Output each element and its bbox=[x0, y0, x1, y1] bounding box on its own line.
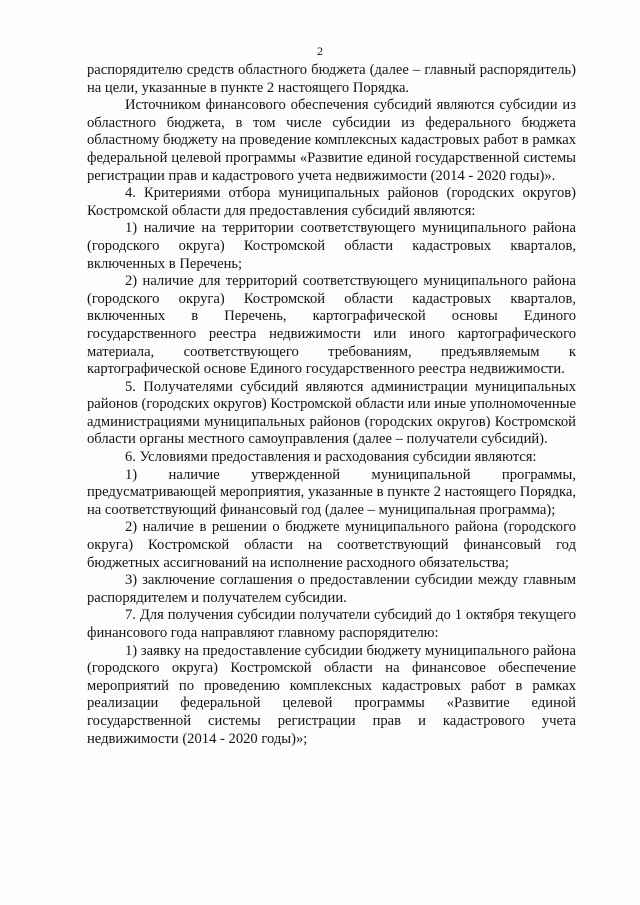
paragraph-item-4-sub-1: 1) наличие на территории соответствующего муниципального района (городского округа) Костромской области кадастровых кварталов, включенных в Перечень; bbox=[87, 220, 576, 272]
paragraph-item-6-conditions: 6. Условиями предоставления и расходования субсидии являются: bbox=[125, 449, 537, 466]
document-body bbox=[87, 62, 576, 748]
paragraph-item-6-sub-1: 1) наличие утвержденной муниципальной программы, предусматривающей мероприятия, указанные в пункте 2 настоящего Порядка, на соответствующий финансовый год (далее – муниципальная программа); bbox=[87, 466, 576, 518]
paragraph-item-4-sub-2: 2) наличие для территорий соответствующего муниципального района (городского округа) Костромской области кадастровых кварталов, включенных в Перечень, картографической основы Единого государственного реестра недвижимости или иного картографического материала, соответствующего требованиям, предъявляемым к картографической основе Единого государственного реестра недвижимости. bbox=[87, 273, 576, 378]
paragraph-item-5-recipients: 5. Получателями субсидий являются администрации муниципальных районов (городских округов) Костромской области или иные уполномоченные администрациями муниципальных районов (городских округов) Костромской области органы местного самоуправления (далее – получатели субсидий). bbox=[87, 378, 576, 448]
paragraph-continuation: распорядителю средств областного бюджета (далее – главный распорядитель) на цели, указанные в пункте 2 настоящего Порядка. bbox=[87, 62, 576, 96]
paragraph-item-7-sub-1: 1) заявку на предоставление субсидии бюджету муниципального района (городского округа) Костромской области на финансовое обеспечение мероприятий по проведению комплексных кадастровых работ в рамках реализации федеральной целевой программы «Развитие единой государственной системы регистрации прав и кадастрового учета недвижимости (2014 - 2020 годы)»; bbox=[87, 642, 576, 747]
paragraph-item-6-sub-2: 2) наличие в решении о бюджете муниципального района (городского округа) Костромской области на соответствующий финансовый год бюджетных ассигнований на исполнение расходного обязательства; bbox=[87, 519, 576, 571]
paragraph-funding-source: Источником финансового обеспечения субсидий являются субсидии из областного бюджета, в том числе субсидии из федерального бюджета областному бюджету на проведение комплексных кадастровых работ в рамках федеральной целевой программы «Развитие единой государственной системы регистрации прав и кадастрового учета недвижимости (2014 - 2020 годы)». bbox=[87, 97, 576, 184]
paragraph-item-6-sub-3: 3) заключение соглашения о предоставлении субсидии между главным распорядителем и получателем субсидии. bbox=[87, 572, 576, 606]
paragraph-item-7-application: 7. Для получения субсидии получатели субсидий до 1 октября текущего финансового года направляют главному распорядителю: bbox=[87, 607, 576, 641]
page-number: 2 bbox=[317, 44, 323, 58]
paragraph-item-4-criteria: 4. Критериями отбора муниципальных районов (городских округов) Костромской области для предоставления субсидий являются: bbox=[87, 185, 576, 219]
